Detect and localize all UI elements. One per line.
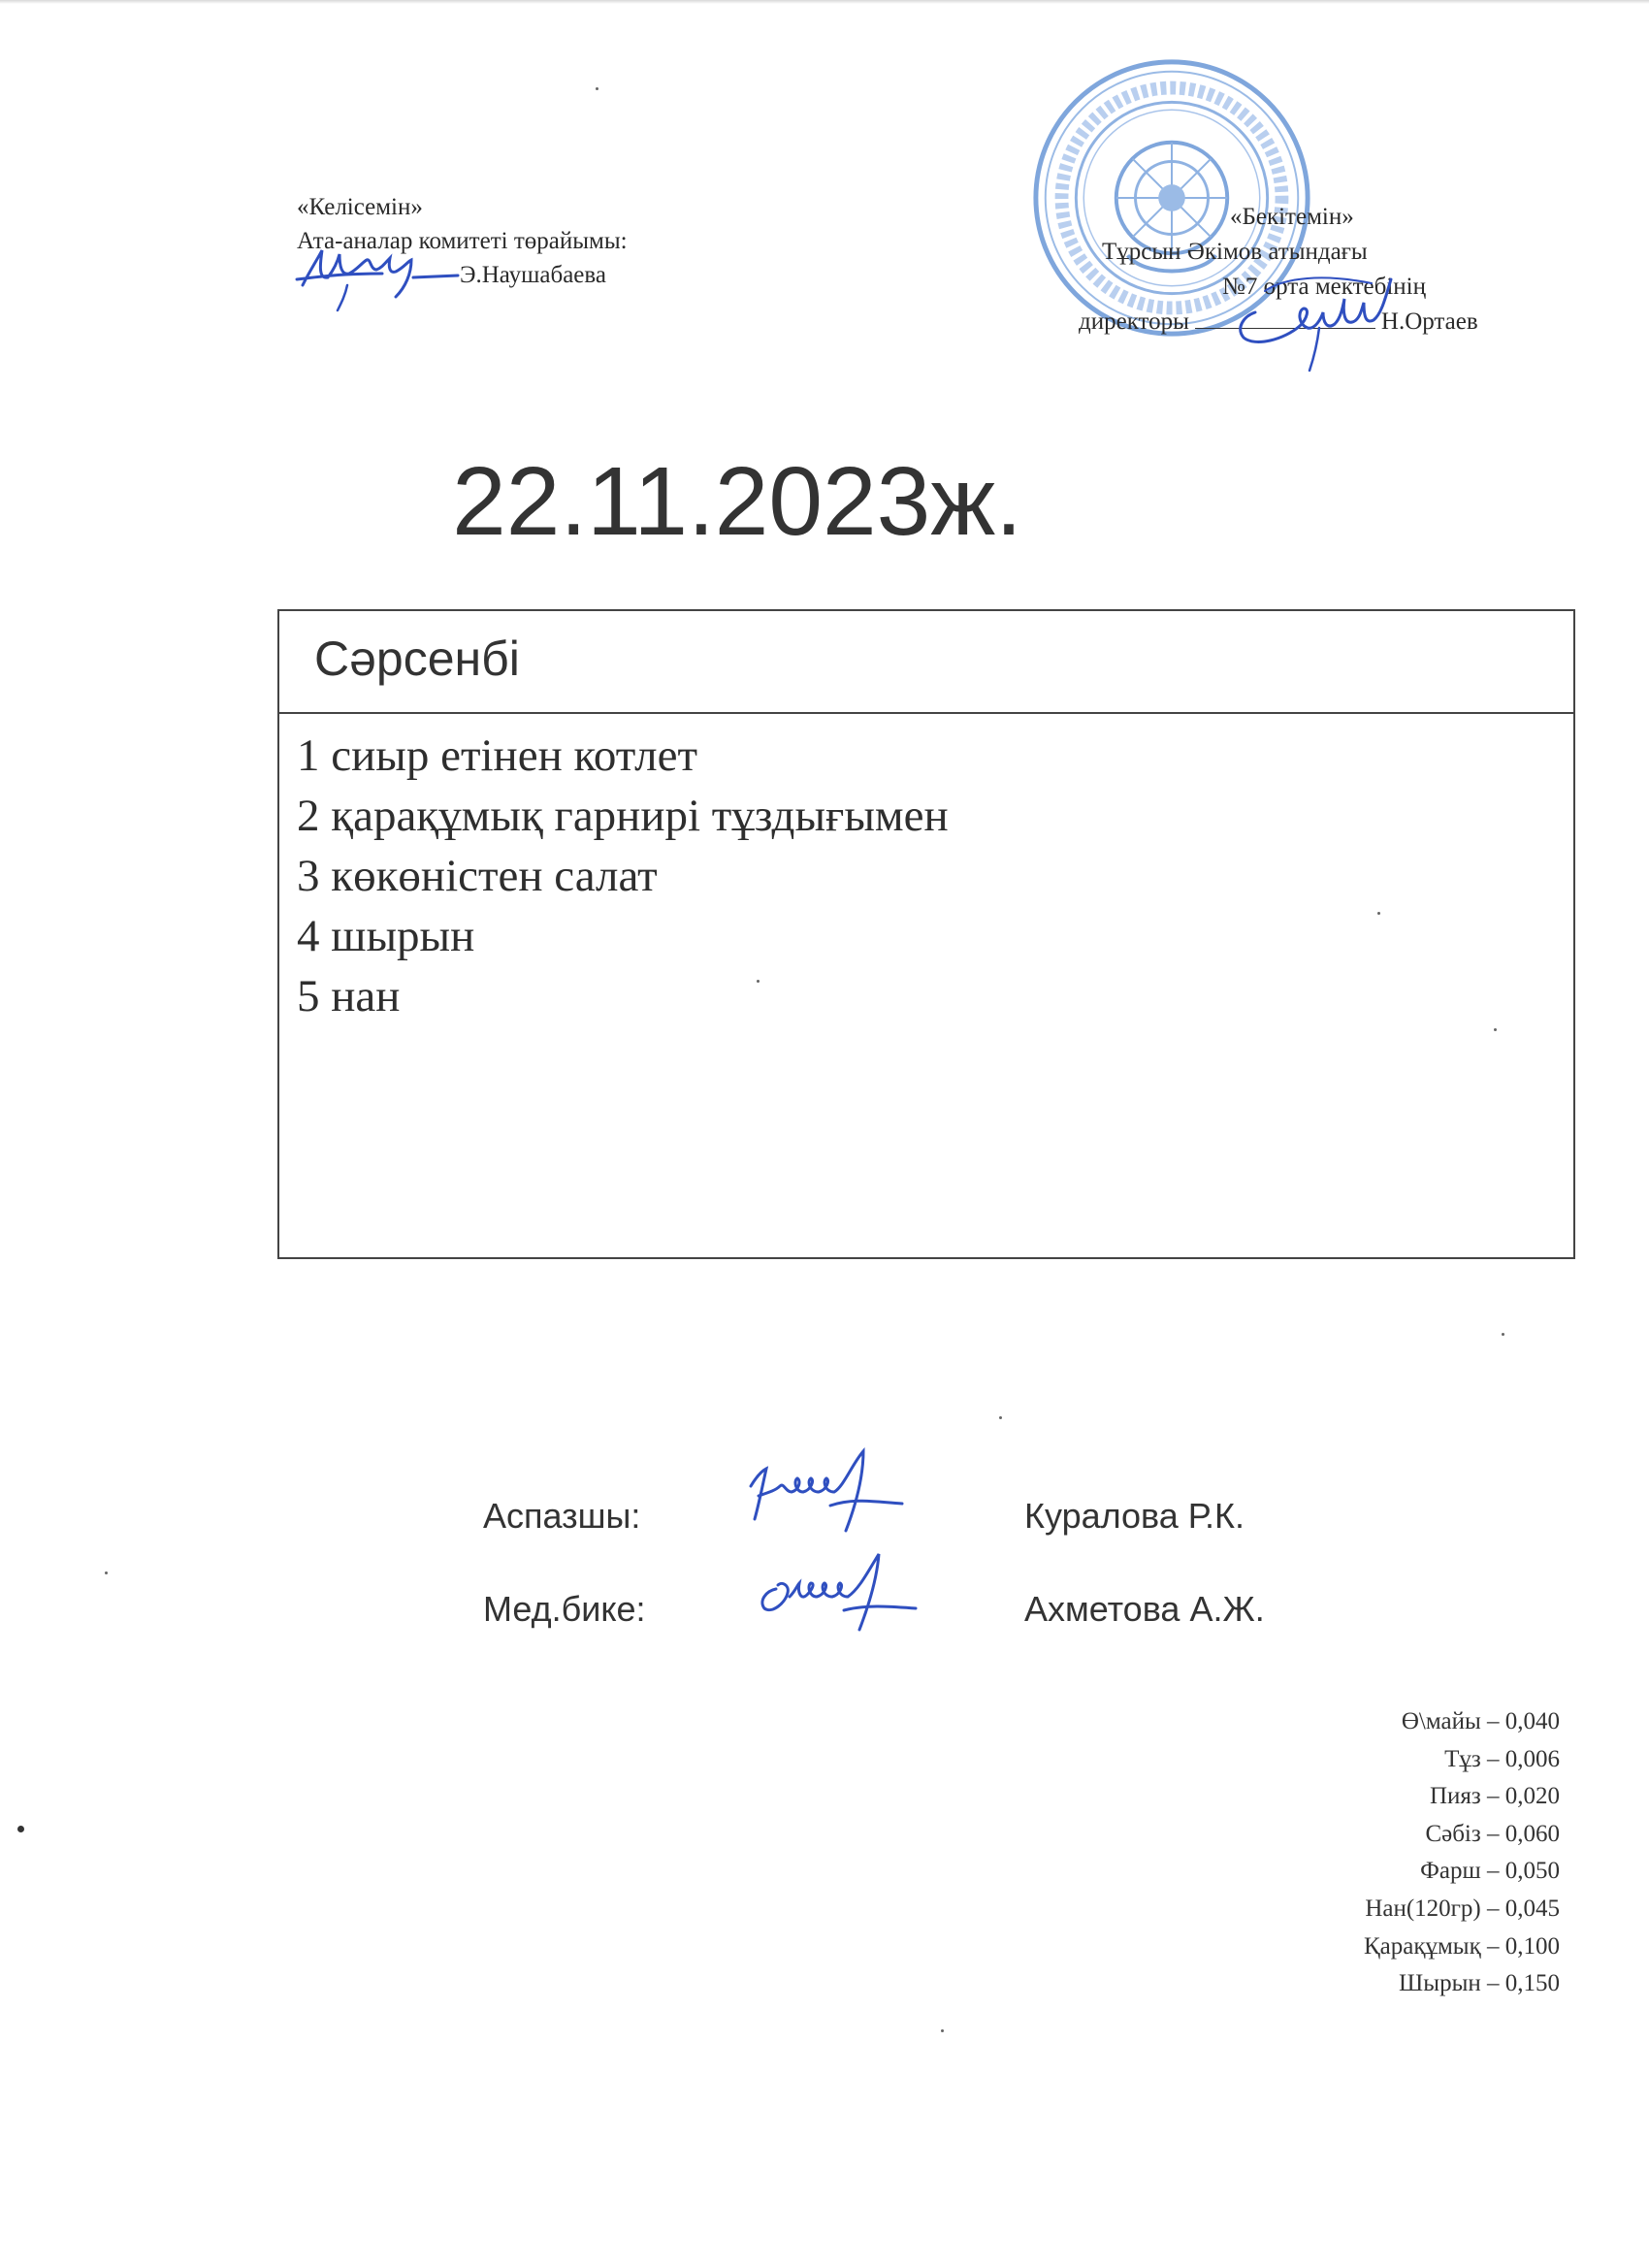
approval-school-line1: Тұрсын Әкімов атындағы	[1102, 239, 1368, 265]
menu-item: 1 сиыр етінен котлет	[297, 730, 698, 781]
ingredient-item: Фарш – 0,050	[1420, 1858, 1560, 1885]
scan-speck	[1502, 1333, 1504, 1336]
cook-label: Аспазшы:	[483, 1496, 641, 1536]
nurse-signature-row	[483, 1589, 1356, 1647]
ingredient-item: Пияз – 0,020	[1429, 1783, 1560, 1810]
cook-name: Куралова Р.К.	[1024, 1496, 1245, 1536]
menu-date: 22.11.2023ж.	[452, 447, 1022, 556]
scan-speck	[999, 1416, 1002, 1419]
ingredient-item: Нан(120гр) – 0,045	[1365, 1895, 1560, 1922]
menu-item: 2 қарақұмық гарнирі тұздығымен	[297, 791, 949, 841]
agreement-signer: Э.Наушабаева	[460, 262, 606, 288]
scan-speck	[596, 87, 598, 90]
cook-signature-icon	[737, 1447, 931, 1554]
approval-director-label: директоры	[1079, 308, 1189, 335]
scan-speck	[17, 1826, 24, 1832]
page-edge	[0, 0, 1649, 4]
ingredient-item: Шырын – 0,150	[1399, 1970, 1560, 1997]
agreement-role: Ата-аналар комитеті төрайымы:	[297, 228, 628, 254]
nurse-label: Мед.бике:	[483, 1589, 646, 1629]
ingredient-item: Қарақұмық – 0,100	[1363, 1932, 1560, 1960]
menu-table	[277, 609, 1575, 1259]
menu-item: 3 көкөністен салат	[297, 851, 658, 901]
nurse-signature-icon	[737, 1540, 931, 1647]
approval-school-line2: №7 орта мектебінің	[1222, 274, 1426, 300]
nurse-name: Ахметова А.Ж.	[1024, 1589, 1265, 1629]
agreement-title: «Келісемін»	[297, 194, 423, 220]
menu-item: 4 шырын	[297, 911, 475, 961]
ingredient-item: Сәбіз – 0,060	[1425, 1820, 1560, 1847]
scan-speck	[941, 2029, 944, 2032]
menu-day-header: Сәрсенбі	[279, 611, 1573, 714]
approval-title: «Бекітемін»	[1230, 204, 1354, 230]
approval-director-name: Н.Ортаев	[1380, 308, 1478, 335]
agreement-signature-icon	[289, 241, 464, 318]
ingredients-list	[1364, 1703, 1560, 2003]
ingredient-item: Тұз – 0,006	[1444, 1745, 1560, 1772]
ingredient-item: Ө\майы – 0,040	[1401, 1708, 1560, 1734]
menu-item: 5 нан	[297, 971, 401, 1021]
agreement-block	[297, 190, 628, 292]
menu-items	[279, 714, 1573, 1026]
agreement-sign-line	[297, 258, 628, 292]
scan-speck	[105, 1571, 108, 1574]
director-signature-icon	[1226, 270, 1410, 376]
